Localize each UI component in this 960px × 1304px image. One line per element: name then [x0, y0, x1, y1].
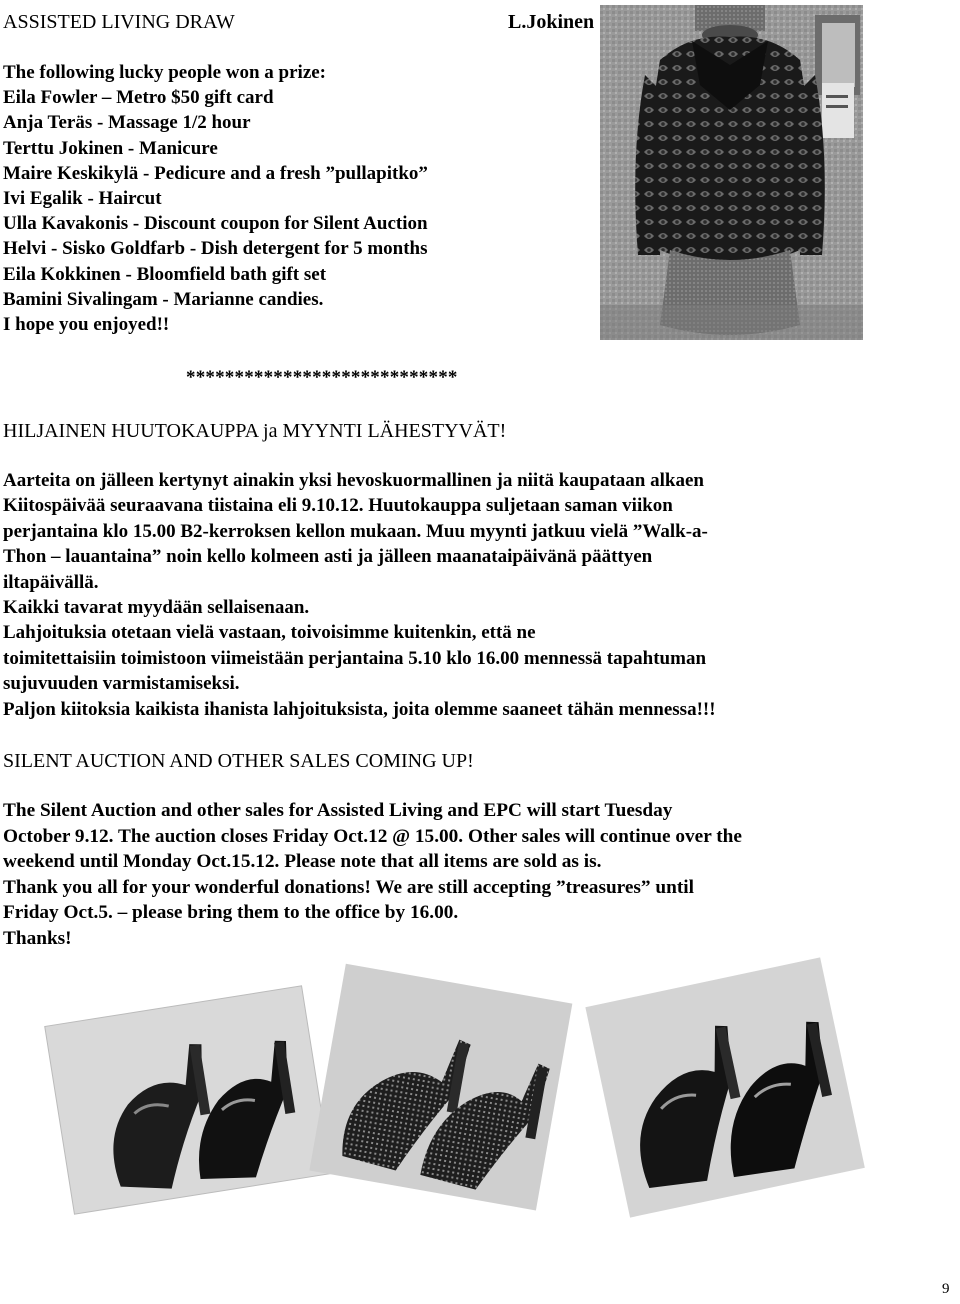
shoes-photo-left: [38, 975, 338, 1225]
finnish-heading: HILJAINEN HUUTOKAUPPA ja MYYNTI LÄHESTYVÄT!: [3, 420, 507, 442]
finnish-body-line: iltapäivällä.: [3, 571, 99, 593]
prize-intro: The following lucky people won a prize:: [3, 62, 327, 83]
english-body-line: Thanks!: [3, 927, 72, 949]
english-body: [3, 798, 742, 952]
english-body-line: October 9.12. The auction closes Friday Oct.12 @ 15.00. Other sales will continue over the: [3, 825, 742, 847]
prize-closing: I hope you enjoyed!!: [3, 314, 170, 336]
finnish-body-line: sujuvuuden varmistamiseksi.: [3, 673, 240, 695]
prize-winner-line: Ulla Kavakonis - Discount coupon for Silent Auction: [3, 213, 428, 235]
prize-winner-line: Maire Keskikylä - Pedicure and a fresh ”pullapitko”: [3, 162, 428, 184]
document-title: ASSISTED LIVING DRAW: [3, 11, 235, 33]
finnish-body-line: Aarteita on jälleen kertynyt ainakin yksi hevoskuormallinen ja niitä kaupataan alkaen: [3, 470, 704, 491]
english-body-line: weekend until Monday Oct.15.12. Please note that all items are sold as is.: [3, 851, 602, 873]
asterisk-separator: ****************************: [186, 367, 458, 388]
prize-winner-line: Eila Fowler – Metro $50 gift card: [3, 87, 274, 109]
prize-winner-line: Helvi - Sisko Goldfarb - Dish detergent for 5 months: [3, 238, 428, 260]
author-name: L.Jokinen: [508, 11, 595, 33]
finnish-body-line: Kaikki tavarat myydään sellaisenaan.: [3, 597, 310, 619]
english-heading: SILENT AUCTION AND OTHER SALES COMING UP!: [3, 750, 474, 772]
finnish-body-line: toimitettaisiin toimistoon viimeistään perjantaina 5.10 klo 16.00 mennessä tapahtuman: [3, 647, 707, 669]
page-number: 9: [942, 1281, 950, 1297]
shoes-photo-right: [580, 955, 870, 1220]
english-body-line: Friday Oct.5. – please bring them to the office by 16.00.: [3, 902, 459, 924]
shoes-photo-middle: [300, 962, 580, 1222]
english-body-line: The Silent Auction and other sales for Assisted Living and EPC will start Tuesday: [3, 800, 673, 821]
english-body-line: Thank you all for your wonderful donations! We are still accepting ”treasures” until: [3, 876, 694, 898]
prize-winner-line: Terttu Jokinen - Manicure: [3, 137, 218, 159]
prize-winner-line: Ivi Egalik - Haircut: [3, 188, 162, 210]
finnish-body-line: Kiitospäivää seuraavana tiistaina eli 9.10.12. Huutokauppa suljetaan saman viikon: [3, 495, 673, 517]
finnish-body-line: Paljon kiitoksia kaikista ihanista lahjoituksista, joita olemme saaneet tähän mennessa!!!: [3, 698, 716, 720]
prize-list: [3, 60, 428, 337]
finnish-body-line: perjantaina klo 15.00 B2-kerroksen kellon mukaan. Muu myynti jatkuu vielä ”Walk-a-: [3, 520, 708, 542]
prize-winner-line: Anja Teräs - Massage 1/2 hour: [3, 112, 251, 134]
jacket-photo: [600, 5, 863, 340]
finnish-body: [3, 468, 716, 722]
finnish-body-line: Lahjoituksia otetaan vielä vastaan, toivoisimme kuitenkin, että ne: [3, 622, 536, 644]
prize-winner-line: Eila Kokkinen - Bloomfield bath gift set: [3, 263, 327, 285]
finnish-body-line: Thon – lauantaina” noin kello kolmeen asti ja jälleen maanataipäivänä päättyen: [3, 546, 653, 568]
prize-winner-line: Bamini Sivalingam - Marianne candies.: [3, 288, 324, 310]
